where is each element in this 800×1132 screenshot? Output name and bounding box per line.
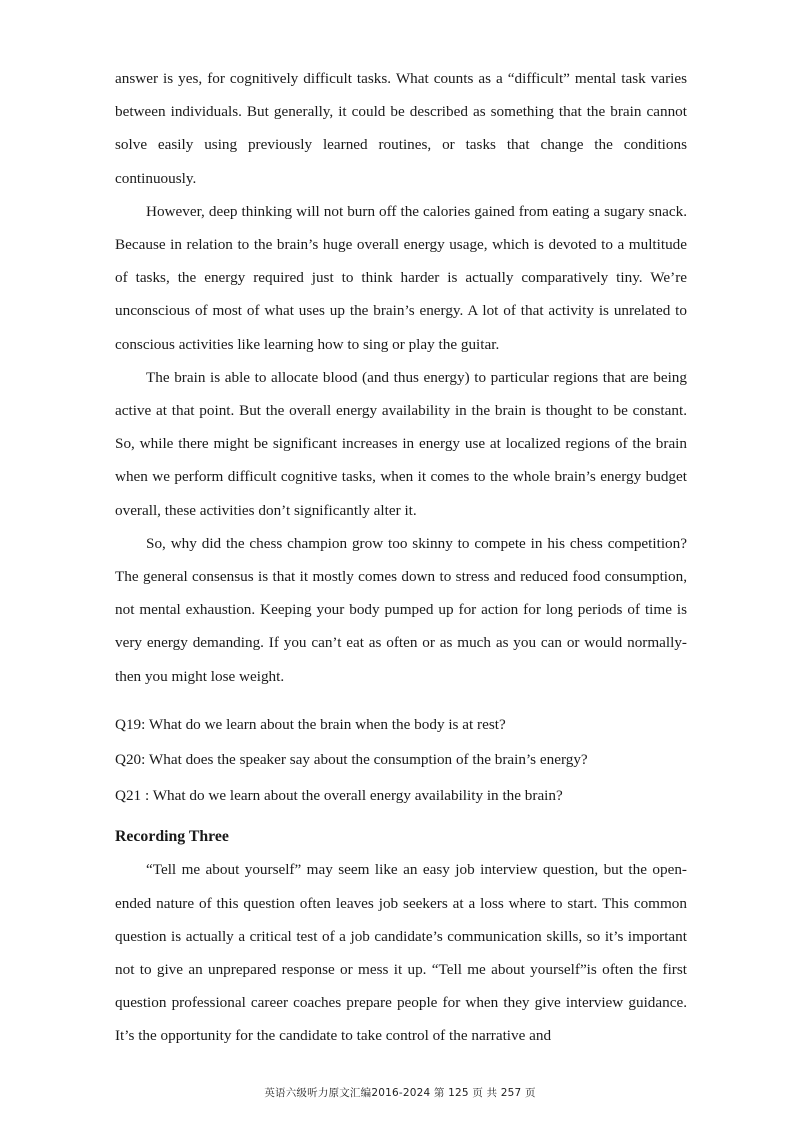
paragraph-3: The brain is able to allocate blood (and thus energy) to particular regions that are being active at that point. But the overall energy availability in the brain is thought to be constant. So, while there might be significant increases in energy use at localized regions of the brain when we perform difficult cognitive tasks, when it comes to the whole brain’s energy budget overall, these activities don’t significantly alter it. [115, 368, 687, 519]
question-q19: Q19: What do we learn about the brain when the body is at rest? [115, 715, 506, 733]
paragraph-2: However, deep thinking will not burn off the calories gained from eating a sugary snack. Because in relation to the brain’s huge overall energy usage, which is devoted to a multitude of tasks, the energy required just to think harder is actually comparatively tiny. We’re unconscious of most of what uses up the brain’s energy. A lot of that activity is unrelated to conscious activities like learning how to sing or play the guitar. [115, 202, 687, 353]
paragraph-1: answer is yes, for cognitively difficult tasks. What counts as a “difficult” mental task varies between individuals. But generally, it could be described as something that the brain cannot solve easily using previously learned routines, or tasks that change the conditions continuously. [115, 70, 687, 187]
document-body [115, 62, 687, 1053]
question-q21: Q21 : What do we learn about the overall energy availability in the brain? [115, 786, 563, 804]
paragraph-4: So, why did the chess champion grow too skinny to compete in his chess competition? The general consensus is that it mostly comes down to stress and reduced food consumption, not mental exhaustion. Keeping your body pumped up for action for long periods of time is very energy demanding. If you can’t eat as often or as much as you can or would normally-then you might lose weight. [115, 534, 687, 685]
question-list [115, 707, 687, 814]
question-q20: Q20: What does the speaker say about the consumption of the brain’s energy? [115, 751, 588, 769]
recording-paragraph: “Tell me about yourself” may seem like an easy job interview question, but the open-ended nature of this question often leaves job seekers at a loss where to start. This common question is actually a critical test of a job candidate’s communication skills, so it’s important not to give an unprepared response or mess it up. “Tell me about yourself”is often the first question professional career coaches prepare people for when they give interview guidance. It’s the opportunity for the candidate to take control of the narrative and [115, 861, 687, 1045]
page-footer: 英语六级听力原文汇编2016-2024 第 125 页 共 257 页 [264, 1087, 536, 1099]
section-heading: Recording Three [115, 828, 229, 846]
